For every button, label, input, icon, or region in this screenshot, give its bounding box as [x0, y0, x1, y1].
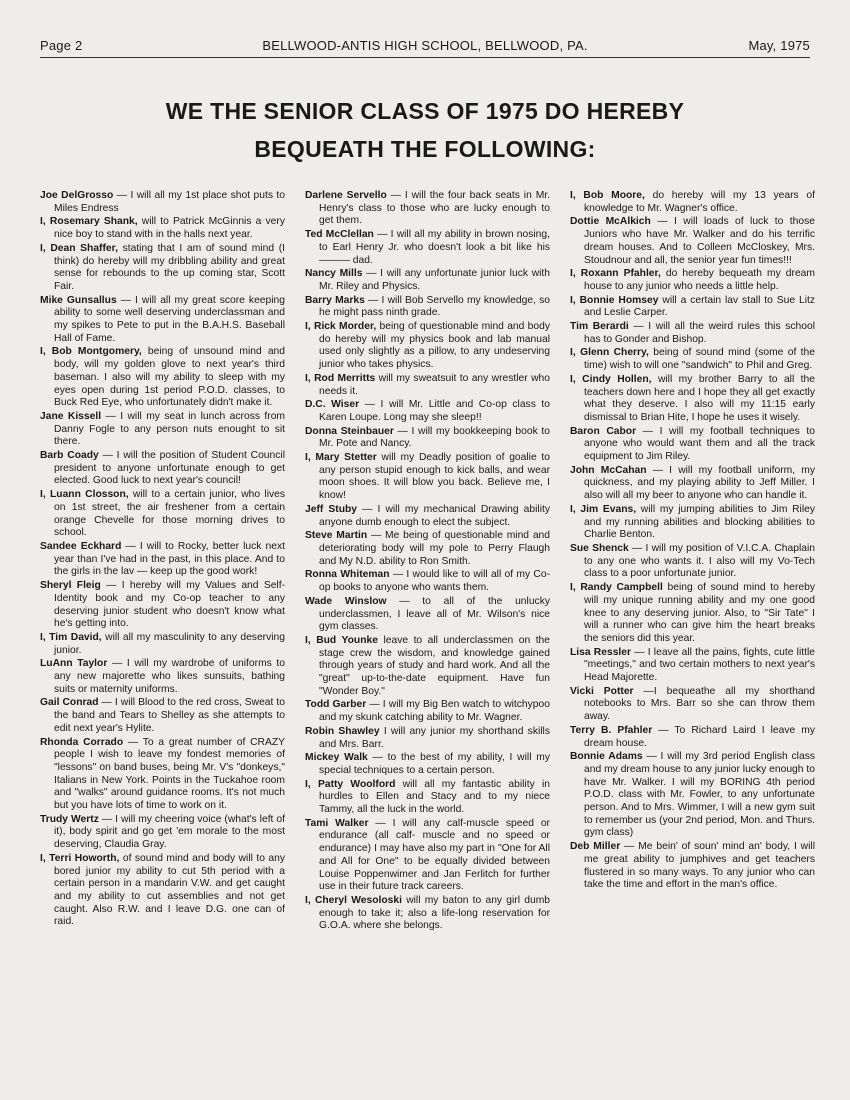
bequest-entry: [305, 726, 550, 751]
bequest-entry: [570, 374, 815, 425]
senior-name: I, Mary Stetter: [305, 452, 377, 464]
bequest-entry: [305, 229, 550, 267]
bequest-text: — to all of the unlucky underclassmen, I leave all of Mr. Wilson's nice gym classes.: [319, 595, 550, 633]
senior-name: I, Rod Merritts: [305, 372, 376, 384]
senior-name: John McCahan: [570, 464, 647, 476]
bequest-entry: [570, 347, 815, 372]
bequest-text: being of sound mind (some of the time) wish to will one "sandwich" to Phil and Greg.: [584, 347, 815, 372]
bequest-entry: [570, 841, 815, 892]
bequest-entry: [305, 530, 550, 568]
senior-name: Robin Shawley: [305, 725, 380, 737]
bequest-text: will my brother Barry to all the teachers down here and I hope they all get exactly what they deserve. I also will my 11:15 early dismissal to Brian Hite, I hope he uses it wisely.: [584, 373, 815, 423]
bequest-text: will my Deadly position of goalie to any person stupid enough to kick balls, and wear moon shoes. It will blow you back. Believe me, I know!: [319, 452, 550, 502]
bequest-text: of sound mind and body will to any bored junior my ability to cut 5th period with a certain person in a mandarin V.W. and get caught and my ability to cut assemblies and not get caught. Also R.W. and I leave D.G. one can of raid.: [54, 852, 286, 928]
bequest-text: I will any junior my shorthand skills and Mrs. Barr.: [319, 725, 550, 750]
bequest-entry: [305, 895, 550, 933]
senior-name: I, Bob Moore,: [570, 190, 645, 201]
senior-name: I, Patty Woolford: [305, 778, 396, 790]
bequest-entry: [570, 582, 815, 646]
bequest-entry: [305, 635, 550, 699]
senior-name: Sandee Eckhard: [40, 540, 122, 552]
bequest-entry: [305, 699, 550, 724]
senior-name: I, Terri Howorth,: [40, 852, 120, 864]
bequest-entry: [305, 399, 550, 424]
senior-name: Terry B. Pfahler: [570, 724, 653, 736]
bequest-text: — I will to Rocky, better luck next year than I've had in the past, in this place. And to the girls in the lav — keep up the good work!: [54, 540, 285, 578]
bequest-text: — to the best of my ability, I will my special techniques to a certain person.: [319, 752, 551, 776]
bequest-text: — I leave all the pains, fights, cute little "meetings," and two certain mothers to next year's Head Majorette.: [584, 646, 815, 684]
bequest-text: — I will my football uniform, my quickness, and my playing ability to Jeff Miller. I also will all my beer to anyone who can handle it.: [584, 464, 815, 502]
senior-name: I, Dean Shaffer,: [40, 242, 118, 254]
bequest-text: do hereby bequeath my dream house to any junior who needs a little help.: [584, 268, 815, 292]
bequest-entry: [305, 190, 550, 228]
senior-name: Mickey Walk: [305, 752, 368, 764]
bequest-entry: [305, 596, 550, 634]
bequest-text: being of sound mind to hereby will my unique running ability and my one good knee to any deserving junior. Also, to "Sir Tate" I will a runner who can give him the heart breaks the seniors did this year.: [584, 582, 815, 644]
senior-name: Ted McClellan: [305, 229, 374, 241]
senior-name: I, Rosemary Shank,: [40, 216, 138, 228]
bequest-text: being of questionable mind and body do hereby will my physics book and lab manual used only slightly as a pillow, to any undeserving junior who takes physics.: [319, 321, 550, 371]
bequest-entry: [40, 697, 285, 735]
bequest-text: being of unsound mind and body, will my golden glove to next year's third baseman. I also will my ability to sleep with my eyes open during 1st period P.O.D. classes, to Buck Red Eye, who unfortunately didn't make it.: [54, 346, 286, 409]
column-1: [40, 190, 285, 1070]
senior-name: Trudy Wertz: [40, 813, 99, 825]
bequest-entry: [305, 504, 550, 529]
bequest-entry: [40, 489, 285, 540]
bequest-entry: [570, 504, 815, 542]
bequest-entry: [570, 321, 815, 346]
page-header: [40, 38, 810, 58]
bequest-text: — I will any unfortunate junior luck with Mr. Riley and Physics.: [319, 268, 551, 292]
bequest-entry: [40, 737, 285, 813]
bequest-entry: [40, 346, 285, 410]
senior-name: I, Bonnie Homsey: [570, 294, 659, 306]
bequest-text: will all my fantastic ability in hurdles to Ellen and Stacy and to my niece Tammy, all the luck in the world.: [319, 778, 550, 816]
bequest-entry: [40, 632, 285, 657]
senior-name: I, Glenn Cherry,: [570, 347, 649, 359]
bequest-entry: [570, 216, 815, 267]
senior-name: Mike Gunsallus: [40, 294, 117, 306]
bequest-entry: [40, 580, 285, 631]
bequest-text: — I will my Big Ben watch to witchypoo and my skunk catching ability to Mr. Wagner.: [319, 699, 550, 724]
senior-name: I, Roxann Pfahler,: [570, 268, 661, 280]
bequest-entry: [305, 569, 550, 594]
bequest-entry: [570, 190, 815, 215]
bequest-entry: [305, 295, 550, 320]
bequest-entry: [570, 268, 815, 293]
bequest-text: will to a certain junior, who lives on 1st street, the air freshener from a certain orange Chevelle for those morning drives to school.: [54, 489, 286, 539]
bequest-text: leave to all underclassmen on the stage crew the wisdom, and knowledge gained through years of study and hard work. And all the "great" up-to-the-date equipment. Have fun "Wonder Boy.": [319, 634, 551, 697]
senior-name: I, Bud Younke: [305, 634, 378, 646]
bequest-text: do hereby will my 13 years of knowledge to Mr. Wagner's office.: [584, 190, 815, 214]
senior-name: I, Rick Morder,: [305, 321, 377, 333]
senior-name: I, Randy Campbell: [570, 582, 663, 594]
bequest-entry: [40, 450, 285, 488]
bequest-entry: [40, 216, 285, 241]
bequest-text: — I will the position of Student Council president to anyone unfortunate enough to get elected. Good luck to next year's council!: [54, 450, 285, 487]
bequest-entry: [305, 268, 550, 293]
senior-name: I, Jim Evans,: [570, 503, 637, 515]
senior-name: Rhonda Corrado: [40, 736, 124, 748]
bequest-text: will to Patrick McGinnis a very nice boy to stand with in the halls next year.: [54, 216, 285, 241]
bequest-entry: [40, 243, 285, 294]
bequest-text: — I will my wardrobe of uniforms to any new majorette who likes sunsuits, bathing suits or maternity uniforms.: [54, 658, 285, 695]
bequest-entry: [305, 452, 550, 503]
bequest-text: — I will all my ability in brown nosing, to Earl Henry Jr. who doesn't look a bit like his ——— dad.: [319, 229, 550, 266]
bequest-text: will my jumping abilities to Jim Riley and my running abilities and blocking abilities to Charlie Benton.: [584, 503, 815, 541]
bequest-text: — I will Blood to the red cross, Sweat to the band and Tears to Shelley as she attempts to edit next year's Hylite.: [54, 697, 286, 734]
bequest-entry: [570, 426, 815, 464]
senior-name: Todd Garber: [305, 699, 367, 711]
senior-name: Vicki Potter: [570, 685, 634, 697]
bequest-entry: [40, 814, 285, 852]
publication-name: BELLWOOD-ANTIS HIGH SCHOOL, BELLWOOD, PA.: [262, 38, 588, 53]
bequest-entry: [40, 658, 285, 696]
senior-name: Barb Coady: [40, 450, 99, 462]
issue-date: May, 1975: [748, 38, 810, 53]
bequest-text: — To a great number of CRAZY people I wish to leave my fondest memories of "lessons" on band buses, being Mr. V's "donkeys," Italians in New York. Points in the Tuckahoe room and "walks" around guidance rooms. It's not much but you have lots of time to work on it.: [54, 736, 285, 812]
senior-name: Baron Cabor: [570, 425, 637, 437]
senior-name: Sue Shenck: [570, 542, 629, 554]
bequest-text: — I will my 3rd period English class and my dream house to any junior lucky enough to have Mr. Walker. I will my BORING 4th period P.O.D. class with Mr. Fowler, to any unfortunate person. And to Mrs. Wimmer, I will a new gym suit to remember us (your 2nd period, Mon. and Thurs. gym class): [584, 751, 815, 839]
bequest-entry: [570, 295, 815, 320]
header-rule: [40, 57, 810, 58]
senior-name: I, Bob Montgomery,: [40, 346, 142, 358]
bequest-text: — I will all the weird rules this school has to Gonder and Bishop.: [584, 321, 815, 345]
bequest-text: — I will Mr. Little and Co-op class to Karen Loupe. Long may she sleep!!: [319, 399, 551, 423]
bequest-entry: [305, 373, 550, 398]
bequest-text: — I will my bookkeeping book to Mr. Pote and Nancy.: [319, 425, 550, 450]
senior-name: Jane Kissell: [40, 410, 102, 422]
headline-line-1: WE THE SENIOR CLASS OF 1975 DO HEREBY: [165, 98, 685, 124]
column-3: [570, 190, 815, 1070]
bequest-entry: [305, 818, 550, 894]
senior-name: Barry Marks: [305, 294, 365, 306]
bequest-text: — I will my cheering voice (what's left of it), body spirit and go get 'em morale to the most deserving, Claudia Gray.: [54, 813, 285, 851]
bequest-entry: [40, 541, 285, 579]
senior-name: Steve Martin: [305, 530, 368, 542]
bequest-entry: [40, 190, 285, 215]
senior-name: Tami Walker: [305, 817, 369, 829]
senior-name: Wade Winslow: [305, 595, 387, 607]
bequest-text: — I will the four back seats in Mr. Henry's class to those who are lucky enough to get them.: [319, 190, 551, 227]
headline: [60, 92, 790, 168]
bequest-text: will all my masculinity to any deserving junior.: [54, 631, 285, 656]
bequest-entry: [570, 465, 815, 503]
bequest-entry: [305, 321, 550, 372]
bequest-entry: [570, 725, 815, 750]
page-number: Page 2: [40, 38, 83, 53]
bequest-text: — I will any calf-muscle speed or endurance (all calf- muscle and no speed or endurance) I may have also my part in "One for All and All for One" to be equally divided between Louise Poppenwimer and Jan Ferlitch for further use in their future track careers.: [319, 817, 550, 893]
bequest-text: — I will loads of luck to those Juniors who have Mr. Walker and do his terrific dream houses. And to Colleen McCloskey, Mrs. Stoudnour and all, the senior year fun times!!!: [584, 216, 815, 266]
bequest-text: — To Richard Laird I leave my dream house.: [584, 724, 815, 749]
bequest-text: —I bequeathe all my shorthand notebooks to Mrs. Barr so she can throw them away.: [584, 685, 815, 723]
bequest-entry: [40, 853, 285, 929]
bequest-text: will my sweatsuit to any wrestler who needs it.: [319, 372, 550, 397]
senior-name: I, Luann Closson,: [40, 489, 129, 501]
bequest-text: — Me bein' of soun' mind an' body, I will me great ability to jumphives and get teachers flustered in so many ways. To any junior who can take the time and effort in the man's office.: [584, 841, 815, 891]
senior-name: Nancy Mills: [305, 268, 363, 280]
senior-name: Ronna Whiteman: [305, 569, 390, 581]
senior-name: I, Tim David,: [40, 631, 102, 643]
senior-name: Gail Conrad: [40, 697, 99, 709]
senior-name: Donna Steinbauer: [305, 425, 394, 437]
bequest-text: — Me being of questionable mind and deteriorating body will my pole to Perry Flaugh and My N.D. ability to Ron Smith.: [319, 530, 550, 567]
column-2: [305, 190, 550, 1070]
bequest-entry: [570, 751, 815, 840]
senior-name: Joe DelGrosso: [40, 190, 114, 201]
article-columns: [40, 190, 815, 1070]
senior-name: Bonnie Adams: [570, 751, 643, 763]
senior-name: LuAnn Taylor: [40, 658, 108, 670]
senior-name: D.C. Wiser: [305, 399, 360, 411]
senior-name: I, Cindy Hollen,: [570, 373, 652, 385]
headline-line-2: BEQUEATH THE FOLLOWING:: [254, 136, 596, 162]
senior-name: Lisa Ressler: [570, 646, 632, 658]
bequest-entry: [40, 411, 285, 449]
bequest-text: stating that I am of sound mind (I think) do hereby will my dribbling ability and great sense for rebounds to the up coming star, Scott Fair.: [54, 242, 285, 292]
bequest-text: — I will all my 1st place shot puts to Miles Endress: [54, 190, 285, 214]
bequest-text: — I would like to will all of my Co-op books to anyone who wants them.: [319, 569, 551, 594]
bequest-entry: [305, 779, 550, 817]
bequest-text: will a certain lav stall to Sue Litz and Leslie Carper.: [584, 294, 815, 319]
bequest-text: — I will Bob Servello my knowledge, so he might pass ninth grade.: [319, 294, 551, 319]
bequest-text: — I will my position of V.I.C.A. Chaplain to any one who wants it. I also will my Vo-Tech class to a poor unfortunate junior.: [584, 542, 816, 580]
bequest-text: — I will all my great score keeping ability to some well deserving underclassman and my spikes to Pete to put in the B.A.H.S. Baseball Hall of Fame.: [54, 294, 285, 344]
bequest-text: — I will my football techniques to anyone who would want them and all the track equipment to Jim Riley.: [584, 425, 815, 463]
bequest-text: — I hereby will my Values and Self-Identity book and my Co-op teacher to any deserving junior student who doesn't know what he's getting into.: [54, 580, 285, 630]
senior-name: Jeff Stuby: [305, 503, 358, 515]
bequest-text: — I will my mechanical Drawing ability anyone dumb enough to elect the subject.: [319, 503, 551, 528]
senior-name: Darlene Servello: [305, 190, 387, 201]
bequest-entry: [570, 543, 815, 581]
senior-name: Sheryl Fleig: [40, 580, 101, 592]
senior-name: I, Cheryl Wesoloski: [305, 894, 402, 906]
bequest-entry: [570, 686, 815, 724]
senior-name: Dottie McAlkich: [570, 216, 651, 228]
bequest-text: — I will my seat in lunch across from Danny Fogle to any person nuts enought to sit there.: [54, 410, 286, 448]
bequest-text: will my baton to any girl dumb enough to take it; also a life-long reservation for G.O.A. where she belongs.: [319, 894, 551, 932]
bequest-entry: [305, 426, 550, 451]
bequest-entry: [40, 295, 285, 346]
bequest-entry: [570, 647, 815, 685]
senior-name: Tim Berardi: [570, 321, 629, 333]
senior-name: Deb Miller: [570, 841, 621, 853]
bequest-entry: [305, 752, 550, 777]
